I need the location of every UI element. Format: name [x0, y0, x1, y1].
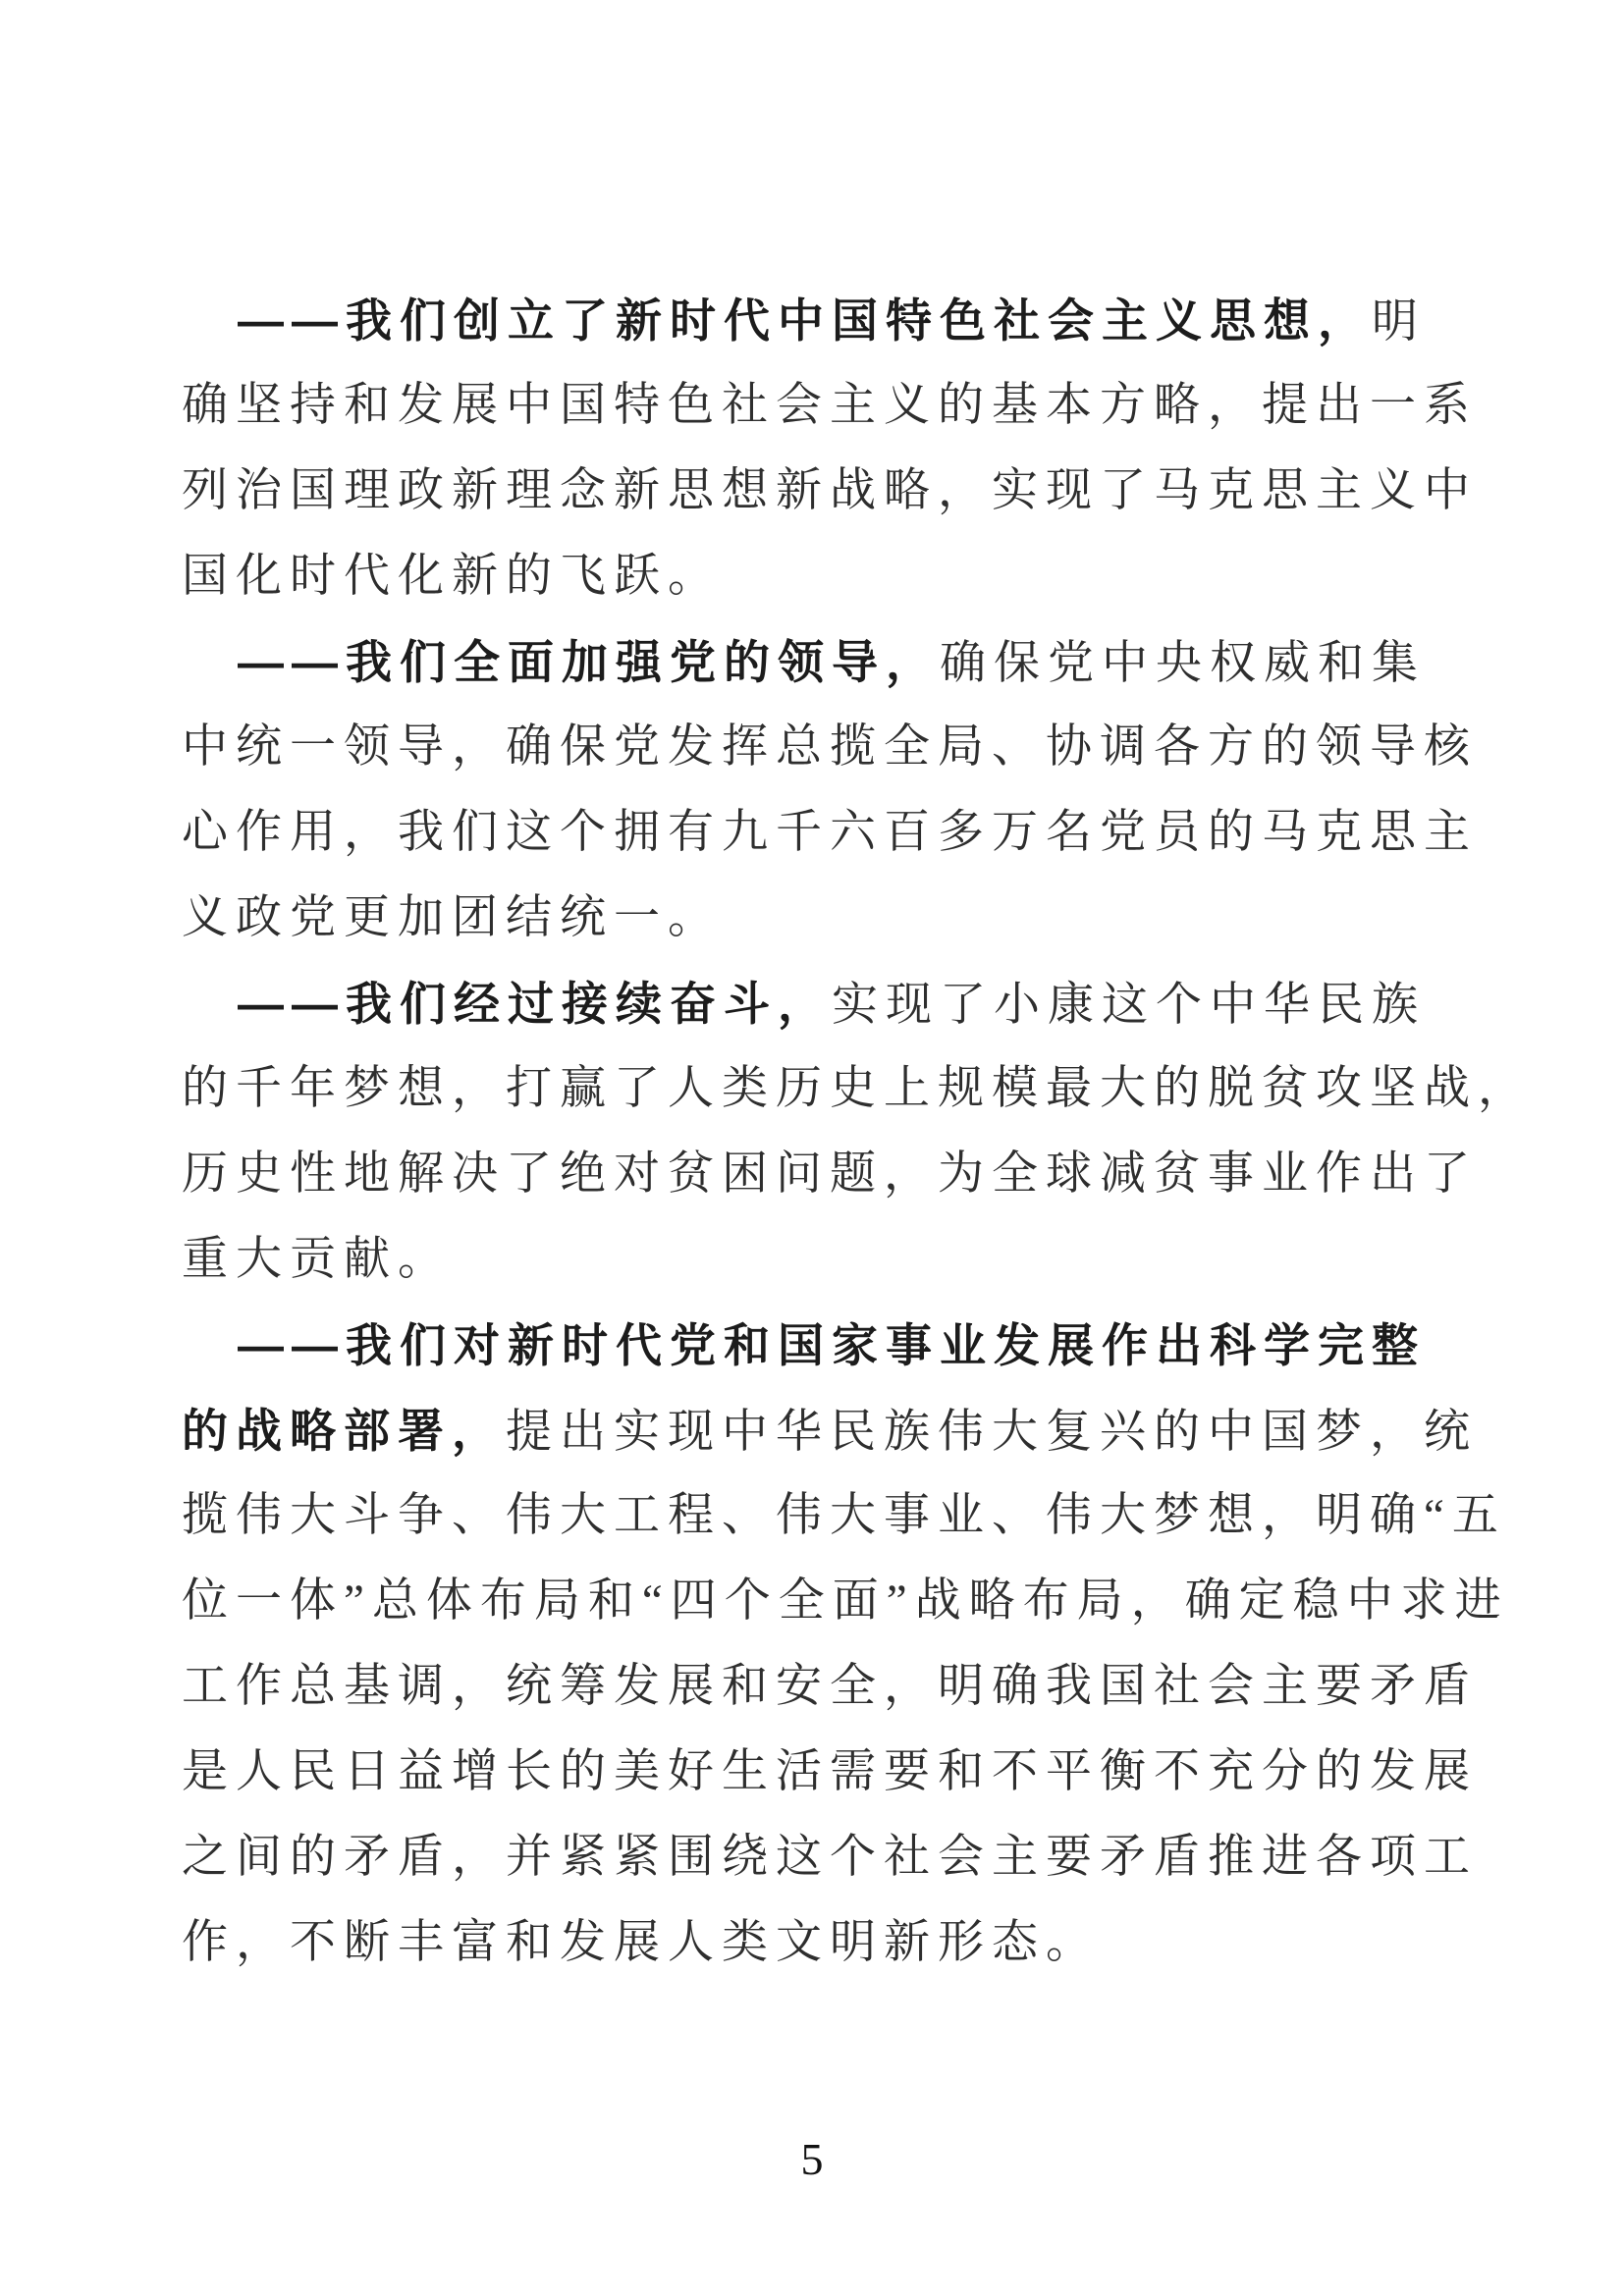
page-number: 5	[800, 2134, 824, 2184]
text-line	[182, 1046, 1532, 1132]
body-run: 国化时代化新的飞跃。	[182, 551, 722, 602]
emphasis-text: ——我们对新时代党和国家事业发展作出科学完整	[238, 1319, 1426, 1371]
text-line	[182, 1473, 1506, 1559]
text-line	[182, 790, 1497, 876]
text-line	[182, 278, 1497, 363]
body-run: 明	[1372, 296, 1426, 347]
emphasis-text: ——我们经过接续奋斗，	[238, 978, 832, 1030]
body-run: 实现了小康这个中华民族	[832, 980, 1426, 1031]
body-run: 确坚持和发展中国特色社会主义的基本方略，提出一系	[182, 380, 1478, 431]
text-line	[182, 705, 1497, 790]
body-run: 揽伟大斗争、伟大工程、伟大事业、伟大梦想，明确“五	[182, 1490, 1506, 1541]
emphasis-text: 的战略部署，	[182, 1405, 506, 1457]
body-run: 工作总基调，统筹发展和安全，明确我国社会主要矛盾	[182, 1661, 1478, 1712]
text-line	[182, 961, 1497, 1046]
body-run: 作，不断丰富和发展人类文明新形态。	[182, 1917, 1100, 1968]
text-line	[182, 1815, 1497, 1900]
body-run: 位一体”总体布局和“四个全面”战略布局，确定稳中求进	[182, 1575, 1509, 1627]
body-run: 是人民日益增长的美好生活需要和不平衡不充分的发展	[182, 1746, 1478, 1797]
text-line	[182, 534, 1497, 619]
emphasis-text: ——我们全面加强党的领导，	[238, 636, 940, 688]
text-line	[182, 1132, 1497, 1217]
text-line	[182, 619, 1497, 705]
emphasis-text: ——我们创立了新时代中国特色社会主义思想，	[238, 294, 1372, 347]
body-run: 的千年梦想，打赢了人类历史上规模最大的脱贫攻坚战，	[182, 1063, 1532, 1114]
body-run: 心作用，我们这个拥有九千六百多万名党员的马克思主	[182, 807, 1478, 858]
body-run: 提出实现中华民族伟大复兴的中国梦，统	[506, 1407, 1478, 1458]
body-run: 之间的矛盾，并紧紧围绕这个社会主要矛盾推进各项工	[182, 1832, 1478, 1883]
body-run: 重大贡献。	[182, 1234, 452, 1285]
text-line	[182, 876, 1497, 961]
body-run: 确保党中央权威和集	[940, 638, 1426, 689]
body-run: 义政党更加团结统一。	[182, 892, 722, 943]
text-line	[182, 1559, 1509, 1644]
text-line	[182, 1730, 1497, 1815]
body-text	[182, 278, 1532, 1986]
text-line	[182, 1388, 1497, 1473]
body-run: 历史性地解决了绝对贫困问题，为全球减贫事业作出了	[182, 1148, 1478, 1200]
text-line	[182, 1303, 1497, 1388]
text-line	[182, 363, 1497, 449]
text-line	[182, 1900, 1497, 1986]
text-line	[182, 1217, 1497, 1303]
text-line	[182, 449, 1497, 534]
body-run: 列治国理政新理念新思想新战略，实现了马克思主义中	[182, 465, 1478, 516]
text-line	[182, 1644, 1497, 1730]
body-run: 中统一领导，确保党发挥总揽全局、协调各方的领导核	[182, 721, 1478, 773]
